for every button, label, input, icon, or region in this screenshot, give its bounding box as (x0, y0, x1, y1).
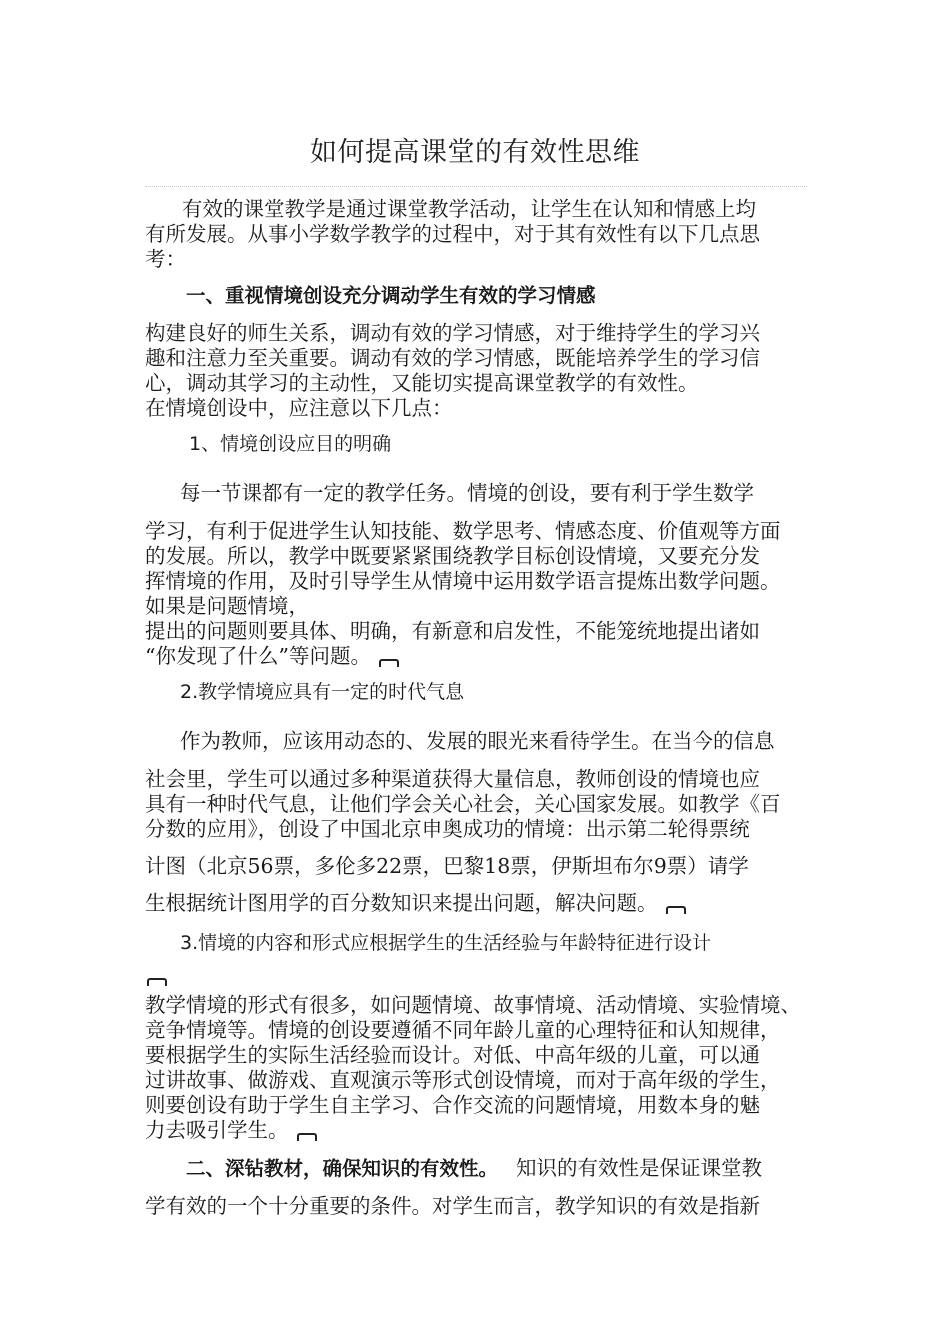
document-title: 如何提高课堂的有效性思维 (310, 137, 640, 168)
paragraph-line (145, 962, 835, 988)
subheading-2: 2.教学情境应具有一定的时代气息 (180, 681, 465, 703)
paragraph-line: 学有效的一个十分重要的条件。对学生而言，教学知识的有效是指新 (145, 1194, 760, 1218)
paragraph-line (145, 643, 835, 669)
paragraph-mark-icon (147, 978, 167, 986)
paragraph-line: 每一节课都有一定的教学任务。情境的创设，要有利于学生数学 (180, 481, 754, 505)
paragraph-mark-icon (297, 1133, 317, 1141)
paragraph-line (186, 1155, 876, 1182)
paragraph-line: 竞争情境等。情境的创设要遵循不同年龄儿童的心理特征和认知规律， (145, 1018, 781, 1042)
paragraph-line: 如果是问题情境， (145, 594, 309, 618)
paragraph-line: 心，调动其学习的主动性，又能切实提高课堂教学的有效性。 (145, 371, 699, 395)
paragraph-line: 作为教师，应该用动态的、发展的眼光来看待学生。在当今的信息 (180, 729, 775, 753)
paragraph-line (145, 1117, 835, 1143)
paragraph-mark-icon (666, 906, 686, 914)
section-heading-1: 一、重视情境创设充分调动学生有效的学习情感 (186, 284, 596, 307)
paragraph-line: 要根据学生的实际生活经验而设计。对低、中高年级的儿童，可以通 (145, 1043, 760, 1067)
paragraph-line: 的发展。所以，教学中既要紧紧围绕教学目标创设情境，又要充分发 (145, 544, 760, 568)
paragraph-line: 过讲故事、做游戏、直观演示等形式创设情境，而对于高年级的学生， (145, 1068, 781, 1092)
paragraph-line: 分数的应用》，创设了中国北京申奥成功的情境：出示第二轮得票统 (145, 817, 750, 841)
subheading-1: 1、情境创设应目的明确 (189, 433, 392, 455)
paragraph-line: 趣和注意力至关重要。调动有效的学习情感，既能培养学生的学习信 (145, 346, 760, 370)
paragraph-line: 学习，有利于促进学生认知技能、数学思考、情感态度、价值观等方面 (145, 519, 781, 543)
section-heading-2: 二、深钻教材，确保知识的有效性。 (186, 1157, 499, 1180)
paragraph-line: 有所发展。从事小学数学教学的过程中，对于其有效性有以下几点思 (145, 222, 760, 246)
paragraph-line: 教学情境的形式有很多，如问题情境、故事情境、活动情境、实验情境、 (145, 993, 801, 1017)
paragraph-text: 力去吸引学生。 (145, 1118, 289, 1142)
paragraph-line: 具有一种时代气息，让他们学会关心社会，关心国家发展。如教学《百 (145, 792, 781, 816)
paragraph-line: 社会里，学生可以通过多种渠道获得大量信息，教师创设的情境也应 (145, 767, 760, 791)
paragraph-line: 提出的问题则要具体、明确，有新意和启发性，不能笼统地提出诸如 (145, 619, 760, 643)
paragraph-line: 构建良好的师生关系，调动有效的学习情感，对于维持学生的学习兴 (145, 321, 760, 345)
subheading-3: 3.情境的内容和形式应根据学生的生活经验与年龄特征进行设计 (180, 932, 712, 954)
paragraph-line: 挥情境的作用，及时引导学生从情境中运用数学语言提炼出数学问题。 (145, 569, 781, 593)
paragraph-line (145, 890, 835, 916)
paragraph-mark-icon (379, 659, 399, 667)
paragraph-text: “你发现了什么”等问题。 (145, 644, 371, 668)
paragraph-text: 知识的有效性是保证课堂教 (516, 1156, 763, 1180)
paragraph-line: 考： (145, 247, 186, 271)
paragraph-line: 有效的课堂教学是通过课堂教学活动，让学生在认知和情感上均 (182, 197, 756, 221)
paragraph-line: 计图（北京56票，多伦多22票，巴黎18票，伊斯坦布尔9票）请学 (145, 854, 749, 878)
paragraph-text: 生根据统计图用学的百分数知识来提出问题，解决问题。 (145, 891, 658, 915)
paragraph-line: 则要创设有助于学生自主学习、合作交流的问题情境，用数本身的魅 (145, 1093, 760, 1117)
paragraph-line: 在情境创设中，应注意以下几点： (145, 396, 453, 420)
title-divider (145, 186, 807, 187)
